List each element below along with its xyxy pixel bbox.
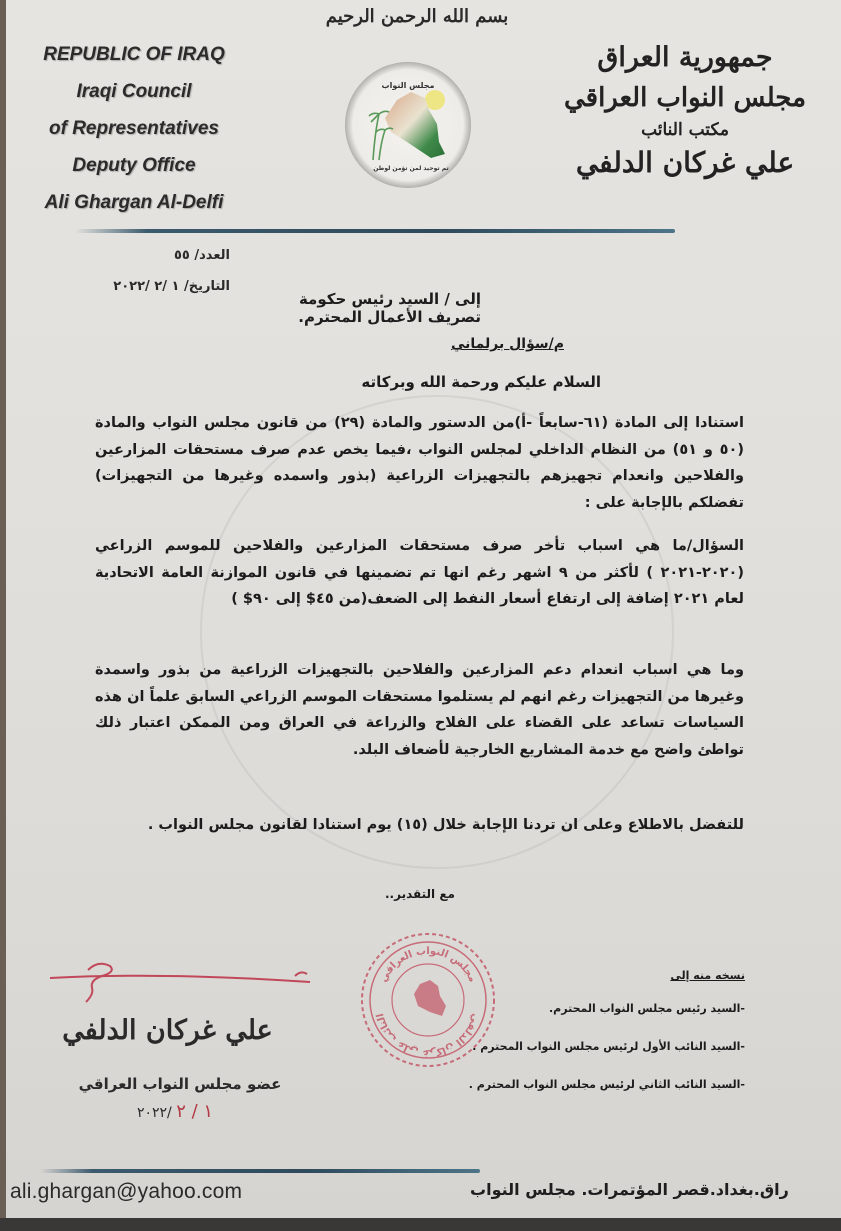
letterhead-arabic-line: علي غركان الدلفي (575, 146, 795, 179)
svg-text:مجلس النواب العراقي (378, 946, 478, 984)
stamp-map-icon (414, 980, 446, 1016)
letterhead-english-line: of Representatives (48, 118, 219, 139)
cc-item: -السيد رئيس مجلس النواب المحترم. (549, 1002, 745, 1015)
closing-line: مع التقدير.. (385, 887, 455, 901)
page-bottom-shadow (0, 1218, 841, 1231)
cc-item: -السيد النائب الثاني لرئيس مجلس النواب المحترم . (468, 1078, 745, 1091)
subject-line: م/سؤال برلماني (450, 336, 565, 352)
signature-date-year: /٢٠٢٢ (136, 1105, 172, 1121)
emblem-bottom-text: تم توحيد لمن تؤمن لوطن (373, 165, 449, 172)
body-paragraph: وما هي اسباب انعدام دعم المزارعين والفلاحين بالتجهيزات الزراعية من بذور واسمدة وغيرها من التجهيزات رغم انهم لم يستلموا مستحقات الموسم الزراعي السابق علماً ان هذه السياسات تساعد على القضاء على الفلاح والزراعة في العراق ومن الممكن اعتبار ذلك تواطئ واضح مع خدمة المشاريع الخارجية لأضعاف البلد. (95, 662, 744, 758)
letterhead-arabic-line: مكتب النائب (641, 120, 729, 140)
letterhead-english-line: Ali Ghargan Al-Delfi (44, 192, 224, 213)
letterhead-arabic-line: مجلس النواب العراقي (563, 83, 807, 113)
letterhead-arabic (555, 38, 815, 184)
header-divider (75, 229, 675, 233)
official-stamp (358, 930, 498, 1070)
reference-date: التاريخ/ ١ /٢ /٢٠٢٢ (113, 279, 230, 294)
footer-address: راق.بغداد.قصر المؤتمرات. مجلس النواب (470, 1180, 789, 1199)
letterhead-english-line: REPUBLIC OF IRAQ (43, 44, 225, 65)
request-paragraph: للتفضل بالاطلاع وعلى ان تردنا الإجابة خلال (١٥) يوم استنادا لقانون مجلس النواب . (147, 817, 744, 833)
signatory-name: علي غركان الدلفي (62, 1015, 273, 1046)
parliament-emblem-logo (345, 62, 471, 188)
recipient-line: إلى / السيد رئيس حكومة تصريف الأعمال المحترم. (298, 290, 481, 326)
reference-number: العدد/ ٥٥ (173, 248, 230, 263)
letterhead-english (18, 36, 250, 221)
cc-list (468, 966, 745, 1104)
body-paragraph: استنادا إلى المادة (٦١-سابعاً -أ)من الدستور والمادة (٢٩) من قانون مجلس النواب والمادة (٥٠ و ٥١) من النظام الداخلي لمجلس النواب ،فيما يخص عدم صرف مستحقات المزارعين والفلاحين وانعدام تجهيزهم بالتجهيزات الزراعية (بذور واسمده وغيرها من التجهيزات) تفضلكم بالإجابة على : (95, 415, 744, 511)
signature-date-handwritten: ١ / ٢ (176, 1101, 214, 1122)
handwritten-signature (40, 950, 320, 1010)
stamp-outer-text: مجلس النواب العراقي (378, 945, 478, 985)
reference-block (95, 240, 230, 302)
emblem-top-text: مجلس النواب (381, 81, 435, 90)
cc-title: نسخه منه إلى (670, 969, 745, 982)
cc-item: -السيد النائب الأول لرئيس مجلس النواب المحترم . (472, 1040, 745, 1053)
signatory-title: عضو مجلس النواب العراقي (78, 1075, 282, 1093)
letterhead-english-line: Iraqi Council (76, 81, 192, 102)
svg-text:النائب علي غركان الدلفي (375, 1012, 481, 1058)
stamp-inner-text: النائب علي غركان الدلفي (375, 1012, 482, 1059)
question-paragraph: السؤال/ما هي اسباب تأخر صرف مستحقات المزارعين والفلاحين للموسم الزراعي (٢٠٢٠-٢٠٢١ ) لأكثر من ٩ اشهر رغم انها تم تضمينها في قانون الموازنة العامة الاتحادية لعام ٢٠٢١ إضافة إلى ارتفاع أسعار النفط إلى الضعف(من ٤٥$ إلى ٩٠$ ) (95, 538, 744, 608)
footer-divider (40, 1169, 480, 1173)
letterhead-english-line: Deputy Office (72, 155, 196, 176)
footer-email-link[interactable]: ali.ghargan@yahoo.com (10, 1180, 243, 1203)
signature-date (100, 1101, 250, 1122)
greeting-line: السلام عليكم ورحمة الله وبركاته (361, 373, 601, 391)
basmala-calligraphy: بسم الله الرحمن الرحيم (325, 6, 509, 27)
letterhead-arabic-line: جمهورية العراق (597, 42, 773, 73)
